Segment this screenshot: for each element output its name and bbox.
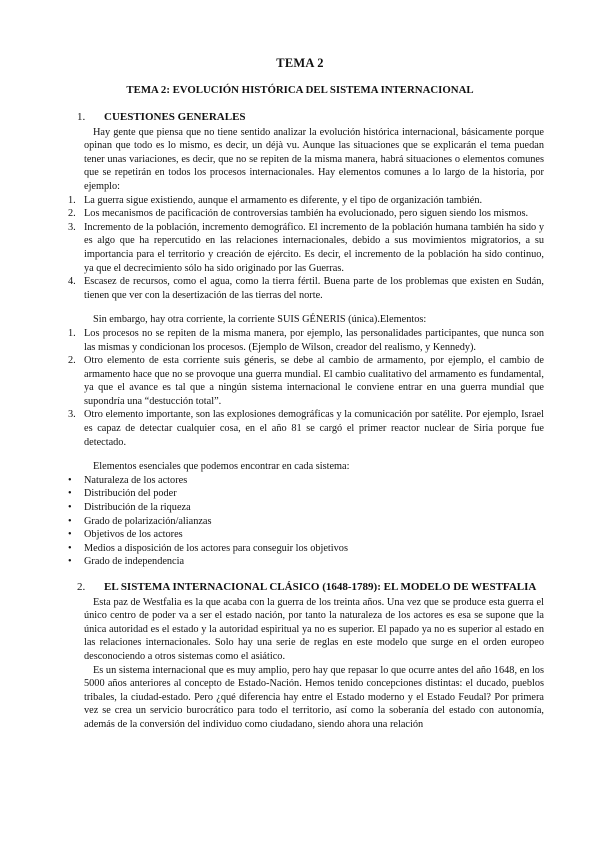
list-item	[68, 474, 544, 488]
list-item-text: Escasez de recursos, como el agua, como la tierra fértil. Buena parte de los problemas que existen en Sudán, tienen que ver con la desertización de las tierras del norte.	[84, 276, 544, 301]
essential-elements-list	[68, 474, 544, 569]
list-item	[68, 275, 544, 302]
list-marker: 4.	[68, 276, 76, 288]
list-item-text: Medios a disposición de los actores para conseguir los objetivos	[84, 542, 348, 554]
bullet-icon: •	[68, 556, 72, 568]
section1-intro-paragraph: Hay gente que piensa que no tiene sentido analizar la evolución histórica internacional, básicamente porque opinan que todo es lo mismo, es decir, un déjà vu. Aunque las situaciones que se explicarán el tema puedan tener unas variaciones, es decir, que no se repiten de la misma manera, habrá situaciones o elementos comunes que se repetirán en todos los procesos internacionales. Hay elementos comunes a lo largo de la historia, por ejemplo:	[84, 126, 544, 192]
list-item-text: Otro elemento importante, son las explosiones demográficas y la comunicación por satélite. Por ejemplo, Israel es capaz de detectar cualquier cosa, en el año 81 se cargó el primer reactor nuclear de Siria porque fue detectado.	[84, 409, 544, 448]
list-item	[68, 542, 544, 556]
list-marker: 2.	[68, 208, 76, 220]
list-item-text: Distribución del poder	[84, 488, 177, 500]
list-item-text: Los mecanismos de pacificación de controversias también ha evolucionado, pero siguen siendo los mismos.	[84, 208, 529, 220]
bullet-icon: •	[68, 474, 72, 486]
bullet-icon: •	[68, 502, 72, 514]
list-item	[68, 515, 544, 529]
list-item-text: Distribución de la riqueza	[84, 502, 191, 514]
common-elements-list	[68, 194, 544, 303]
section-title: EL SISTEMA INTERNACIONAL CLÁSICO (1648-1789): EL MODELO DE WESTFALIA	[104, 581, 537, 593]
list-item	[68, 207, 544, 221]
document-title: TEMA 2	[276, 56, 324, 70]
bullet-icon: •	[68, 515, 72, 527]
list-item	[68, 487, 544, 501]
bullet-icon: •	[68, 542, 72, 554]
document-body	[68, 111, 544, 732]
list-item-text: Naturaleza de los actores	[84, 474, 188, 486]
list-item	[68, 354, 544, 408]
list-item-text: Grado de independencia	[84, 556, 185, 568]
list-marker: 1.	[68, 327, 76, 339]
section-number: 2.	[77, 581, 86, 593]
list-marker: 3.	[68, 409, 76, 421]
sui-generis-elements-list	[68, 327, 544, 449]
list-item-text: Otro elemento de esta corriente suis géneris, se debe al cambio de armamento, por ejemplo, el cambio de armamento hace que no se provoque una guerra mundial. El cambio cualitativo del armamento es fundamental, ya que el avance es tal que a ningún sistema internacional le conviene entrar en una guerra mundial que supondría una “destucción total”.	[84, 355, 544, 407]
list-item	[68, 408, 544, 449]
list-marker: 3.	[68, 221, 76, 233]
list-item	[68, 327, 544, 354]
list-item-text: Los procesos no se repiten de la misma manera, por ejemplo, las personalidades participantes, que nunca son las mismas y condicionan los procesos. (Ejemplo de Wilson, creador del realismo, y Kennedy).	[84, 327, 544, 353]
list-item	[68, 501, 544, 515]
list-item-text: Objetivos de los actores	[84, 529, 183, 541]
section2-paragraph: Esta paz de Westfalia es la que acaba con la guerra de los treinta años. Una vez que se produce esta guerra el único centro de poder va a ser el estado nación, por tanto la naturaleza de los actores es esa se supone que la única autoridad es el estado y la autoridad espiritual ya no es superior. El papado ya no es superior al estado en las relaciones internacionales. Solo hay una serie de reglas en este modelo que surge en el orden europeo desconociendo a otros sistemas como el asiático.	[84, 596, 544, 662]
document-subtitle: TEMA 2: EVOLUCIÓN HISTÓRICA DEL SISTEMA INTERNACIONAL	[126, 84, 474, 96]
list-item-text: La guerra sigue existiendo, aunque el armamento es diferente, y el tipo de organización también.	[84, 194, 483, 206]
section-number: 1.	[77, 111, 86, 123]
list-item	[68, 221, 544, 275]
bullet-icon: •	[68, 529, 72, 541]
list-item	[68, 194, 544, 208]
section-title: CUESTIONES GENERALES	[104, 111, 246, 123]
essential-elements-intro: Elementos esenciales que podemos encontrar en cada sistema:	[93, 461, 350, 473]
section2-paragraph: Es un sistema internacional que es muy amplio, pero hay que repasar lo que ocurre antes del año 1648, en los 5000 años anteriores al concepto de Estado-Nación. Hemos tenido concepciones distintas: el ducado, pueblos tribales, la ciudad-estado. Pero ¿qué diferencia hay entre el Estado moderno y el Estado Feudal? Por primera vez se crea un servicio burocrático para todo el territorio, así como la soberanía del estado con autonomía, además de la conversión del individuo como ciudadano, siendo ahora una relación	[84, 664, 544, 730]
list-item	[68, 528, 544, 542]
list-item	[68, 555, 544, 569]
list-marker: 2.	[68, 355, 76, 367]
list-item-text: Incremento de la población, incremento demográfico. El incremento de la población humana también ha sido y es algo que ha repercutido en las relaciones internacionales, debido a sus movimientos migratorios, a su importancia para el territorio y creación de ejército. Es decir, el incremento de la población ha sido continuo, ya que el decrecimiento sólo ha sido originado por las Guerras.	[84, 221, 544, 274]
section-heading-sistema-clasico	[77, 581, 544, 595]
list-item-text: Grado de polarización/alianzas	[84, 515, 212, 527]
list-marker: 1.	[68, 194, 76, 206]
section-heading-cuestiones-generales	[77, 111, 544, 125]
bullet-icon: •	[68, 488, 72, 500]
sui-generis-intro: Sin embargo, hay otra corriente, la corriente SUIS GÉNERIS (única).Elementos:	[93, 314, 427, 326]
